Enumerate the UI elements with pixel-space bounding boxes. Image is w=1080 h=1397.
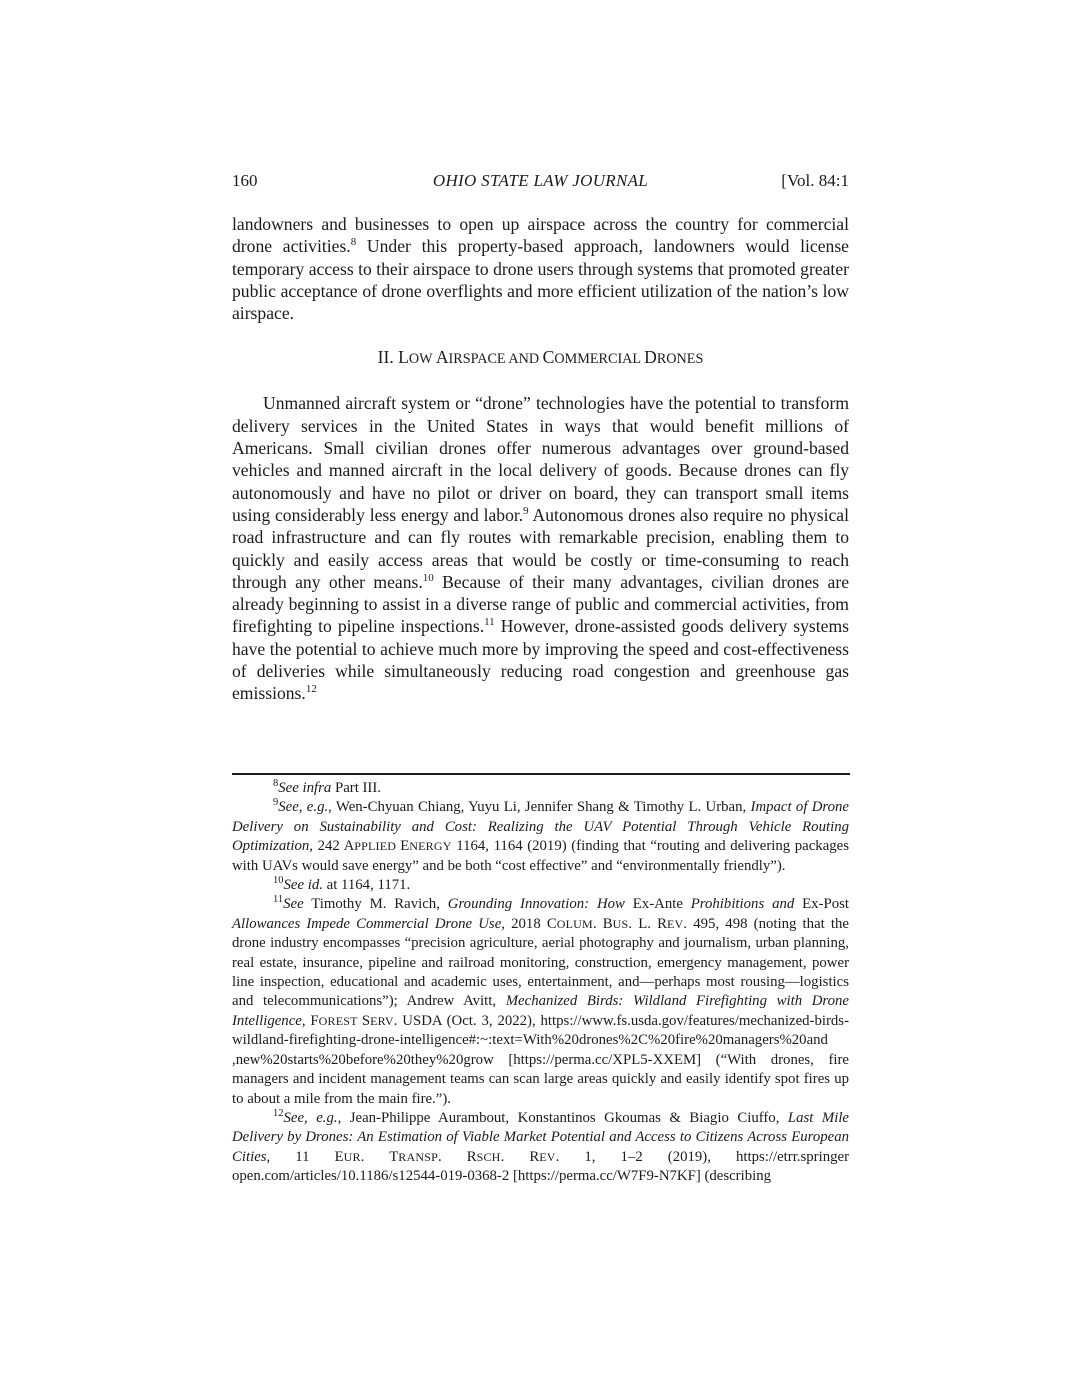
page-number: 160 — [232, 171, 258, 190]
intro-paragraph: landowners and businesses to open up airspace across the country for commercial drone activities.$^8$ Under this property-based approach, landowners would license temporary access to their airspace to drone users through systems that promoted greater public acceptance of drone overflights and more efficient utilization of the nation’s low airspace. — [232, 214, 849, 324]
footnote-ref-10[interactable]: 10 — [422, 572, 434, 584]
footnote-ref-8[interactable]: 8 — [350, 236, 357, 249]
footnote-ref-11[interactable]: 11 — [484, 616, 495, 629]
footnote-ref-12[interactable]: 12 — [305, 683, 317, 696]
footnote-9: $^9$See, e.g., Wen-Chyuan Chiang, Yuyu Li, Jennifer Shang & Timothy L. Urban, Impact of Drone Delivery on Sustainability and Cost: Realizing the UAV Potential Through Vehicle Routing Optimization, 242 APPLIED ENERGY 1164, 1164 (2019) (finding that “routing and delivering packages with UAVs would save energy” and be both “cost effective” and “environmentally friendly”). — [232, 797, 850, 874]
page-body — [232, 170, 849, 705]
volume-label: [Vol. 84:1 — [781, 171, 849, 190]
footnote-11: $^{11}$See Timothy M. Ravich, Grounding Innovation: How Ex-Ante Prohibitions and Ex-Post Allowances Impede Commercial Drone Use, 2018 COLUM. BUS. L. REV. 495, 498 (noting that the drone industry encompasses “precision agriculture, aerial photography and journalism, urban planning, real estate, insurance, pipeline and railroad monitoring, construction, emergency management, power line inspection, educational and academic uses, entertainment, and—perhaps most rousing—logistics and telecommunications”); Andrew Avitt, Mechanized Birds: Wildland Firefighting with Drone Intelligence, FOREST SERV. USDA (Oct. 3, 2022), https://www.fs.usda.gov/features/mechanized-birds-wildland-firefighting-drone-intelligence#:~:text=With%20drones%2C%20fire%20managers%20and ,new%20starts%20before%20they%20grow [https://perma.cc/XPL5-XXEM] (“With drones, fire managers and incident management teams can scan large areas quickly and easily identify spot fires up to about a mile from the main fire.”). — [232, 894, 850, 1107]
footnote-divider — [232, 773, 850, 775]
running-header — [232, 170, 849, 192]
main-paragraph: Unmanned aircraft system or “drone” technologies have the potential to transform delivery services in the United States in ways that would benefit millions of Americans. Small civilian drones offer numerous advantages over ground-based vehicles and manned aircraft in the local delivery of goods. Because drones can fly autonomously and have no pilot or driver on board, they can transport small items using considerably less energy and labor.$^9$ Autonomous drones also require no physical road infrastructure and can fly routes with remarkable precision, enabling them to quickly and easily access areas that would be costly or time-consuming to reach through any other means.$^{10}$ Because of their many advantages, civilian drones are already beginning to assist in a diverse range of public and commercial activities, from firefighting to pipeline inspections.$^{11}$ However, drone-assisted goods delivery systems have the potential to achieve much more by improving the speed and cost-effectiveness of deliveries while simultaneously reducing road congestion and greenhouse gas emissions.$^{12}$ — [232, 393, 850, 704]
footnote-ref-9[interactable]: 9 — [523, 505, 529, 518]
footnotes — [232, 779, 849, 1187]
section-heading: II. LOW AIRSPACE AND COMMERCIAL DRONES — [377, 347, 704, 368]
footnote-12: $^{12}$See, e.g., Jean-Philippe Aurambout, Konstantinos Gkoumas & Biagio Ciuffo, Last Mile Delivery by Drones: An Estimation of Viable Market Potential and Access to Citizens Across European Cities, 11 EUR. TRANSP. RSCH. REV. 1, 1–2 (2019), https://etrr.springer open.com/articles/10.1186/s12544-019-0368-2 [https://perma.cc/W7F9-N7KF] (describing — [232, 1107, 849, 1185]
journal-title: OHIO STATE LAW JOURNAL — [432, 171, 649, 190]
footnote-8: $^8$See infra Part III. — [273, 778, 381, 796]
footnote-10: $^{10}$See id. at 1164, 1171. — [273, 875, 411, 894]
